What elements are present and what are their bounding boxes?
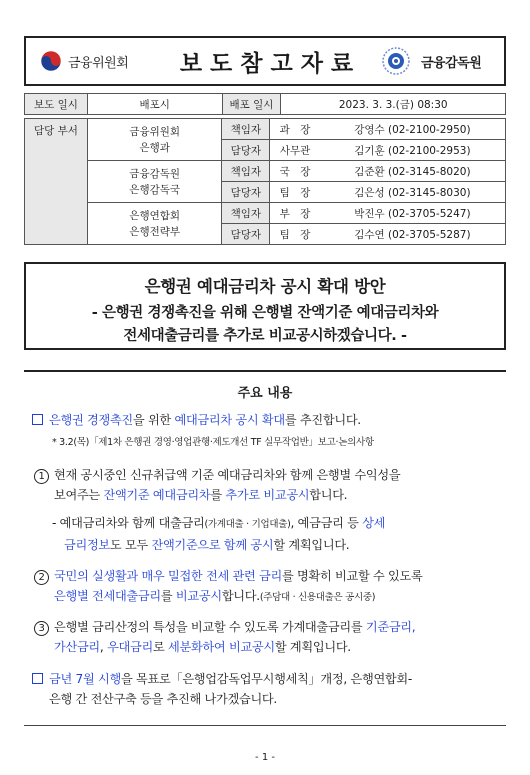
dept-label: 담당 부서 (25, 119, 88, 245)
square-bullet-icon (32, 414, 43, 425)
contact: 김준환 (02-3145-8020) (320, 161, 506, 182)
contact: 김수연 (02-3705-5287) (320, 224, 506, 245)
table-row (25, 119, 506, 140)
contact: 강영수 (02-2100-2950) (320, 119, 506, 140)
key-point-2: 금년 7월 시행을 목표로「은행업감독업무시행세칙」개정, 은행연합회- 은행 간 전산구축 등을 추진해 나가겠습니다. (32, 669, 412, 709)
dist-value: 2023. 3. 3.(금) 08:30 (281, 94, 506, 115)
page-number: - 1 - (255, 752, 275, 763)
role: 담당자 (222, 182, 270, 203)
dept-name: 금융감독원 은행감독국 (87, 161, 221, 203)
circled-number-icon: 2 (34, 570, 49, 585)
circled-number-icon: 3 (34, 621, 49, 636)
role: 담당자 (222, 140, 270, 161)
square-bullet-icon (32, 673, 43, 684)
key-point-1: 은행권 경쟁촉진을 위한 예대금리차 공시 확대를 추진합니다. (32, 410, 361, 430)
fss-name: 금융감독원 (421, 55, 482, 71)
contact: 김기훈 (02-2100-2953) (320, 140, 506, 161)
dist-label: 배포 일시 (222, 94, 281, 115)
item-3: 3 은행별 금리산정의 특성을 비교할 수 있도록 가계대출금리를 기준금리, 가산금리, 우대금리로 세분화하여 비교공시할 계획입니다. (34, 617, 415, 657)
item-1-detail: - 예대금리차와 함께 대출금리(가계대출 · 기업대출), 예금금리 등 상세 금리정보도 모두 잔액기준으로 함께 공시할 계획입니다. (52, 516, 386, 552)
circled-number-icon: 1 (34, 469, 49, 484)
dept-name: 금융위원회 은행과 (87, 119, 221, 161)
headline-title: 은행권 예대금리차 공시 확대 방안 (144, 277, 386, 296)
fsc-taegeuk-icon (40, 50, 62, 72)
press-title: 보도참고자료 (179, 50, 362, 77)
position: 팀 장 (270, 182, 320, 203)
contact-table (24, 93, 506, 115)
item-2: 2 국민의 실생활과 매우 밀접한 전세 관련 금리를 명확히 비교할 수 있도록 은행별 전세대출금리를 비교공시합니다.(주담대 · 신용대출은 공시중) (34, 566, 422, 608)
headline-subtitle-line: - 은행권 경쟁촉진을 위해 은행별 잔액기준 예대금리차와 (91, 305, 439, 321)
position: 과 장 (270, 119, 320, 140)
table-row (25, 203, 506, 224)
fss-emblem-icon (381, 46, 411, 76)
role: 담당자 (222, 224, 270, 245)
role: 책임자 (222, 161, 270, 182)
press-header (24, 36, 506, 86)
table-row (25, 161, 506, 182)
release-row (25, 94, 506, 115)
dept-table (24, 118, 506, 245)
item-1: 1 현재 공시중인 신규취급액 기준 예대금리차와 함께 은행별 수익성을 보여주는 잔액기준 예대금리차를 추가로 비교공시합니다. (34, 465, 400, 505)
footnote: * 3.2(목)「제1차 은행권 경영·영업관행·제도개선 TF 실무작업반」보고·논의사항 (52, 437, 374, 448)
headline-subtitle-line: 전세대출금리를 추가로 비교공시하겠습니다. - (123, 328, 407, 344)
fss-logo (381, 46, 481, 76)
position: 부 장 (270, 203, 320, 224)
fsc-logo (40, 50, 156, 72)
headline-box (24, 262, 506, 350)
contact: 박진우 (02-3705-5247) (320, 203, 506, 224)
position: 국 장 (270, 161, 320, 182)
contact: 김은성 (02-3145-8030) (320, 182, 506, 203)
fsc-name: 금융위원회 (68, 55, 129, 71)
release-value: 배포시 (87, 94, 222, 115)
position: 사무관 (270, 140, 320, 161)
key-points-heading: 주요 내용 (237, 386, 293, 401)
position: 팀 장 (270, 224, 320, 245)
dept-name: 은행연합회 은행전략부 (87, 203, 221, 245)
role: 책임자 (222, 119, 270, 140)
role: 책임자 (222, 203, 270, 224)
release-label: 보도 일시 (25, 94, 88, 115)
headline-subtitle (26, 302, 504, 348)
